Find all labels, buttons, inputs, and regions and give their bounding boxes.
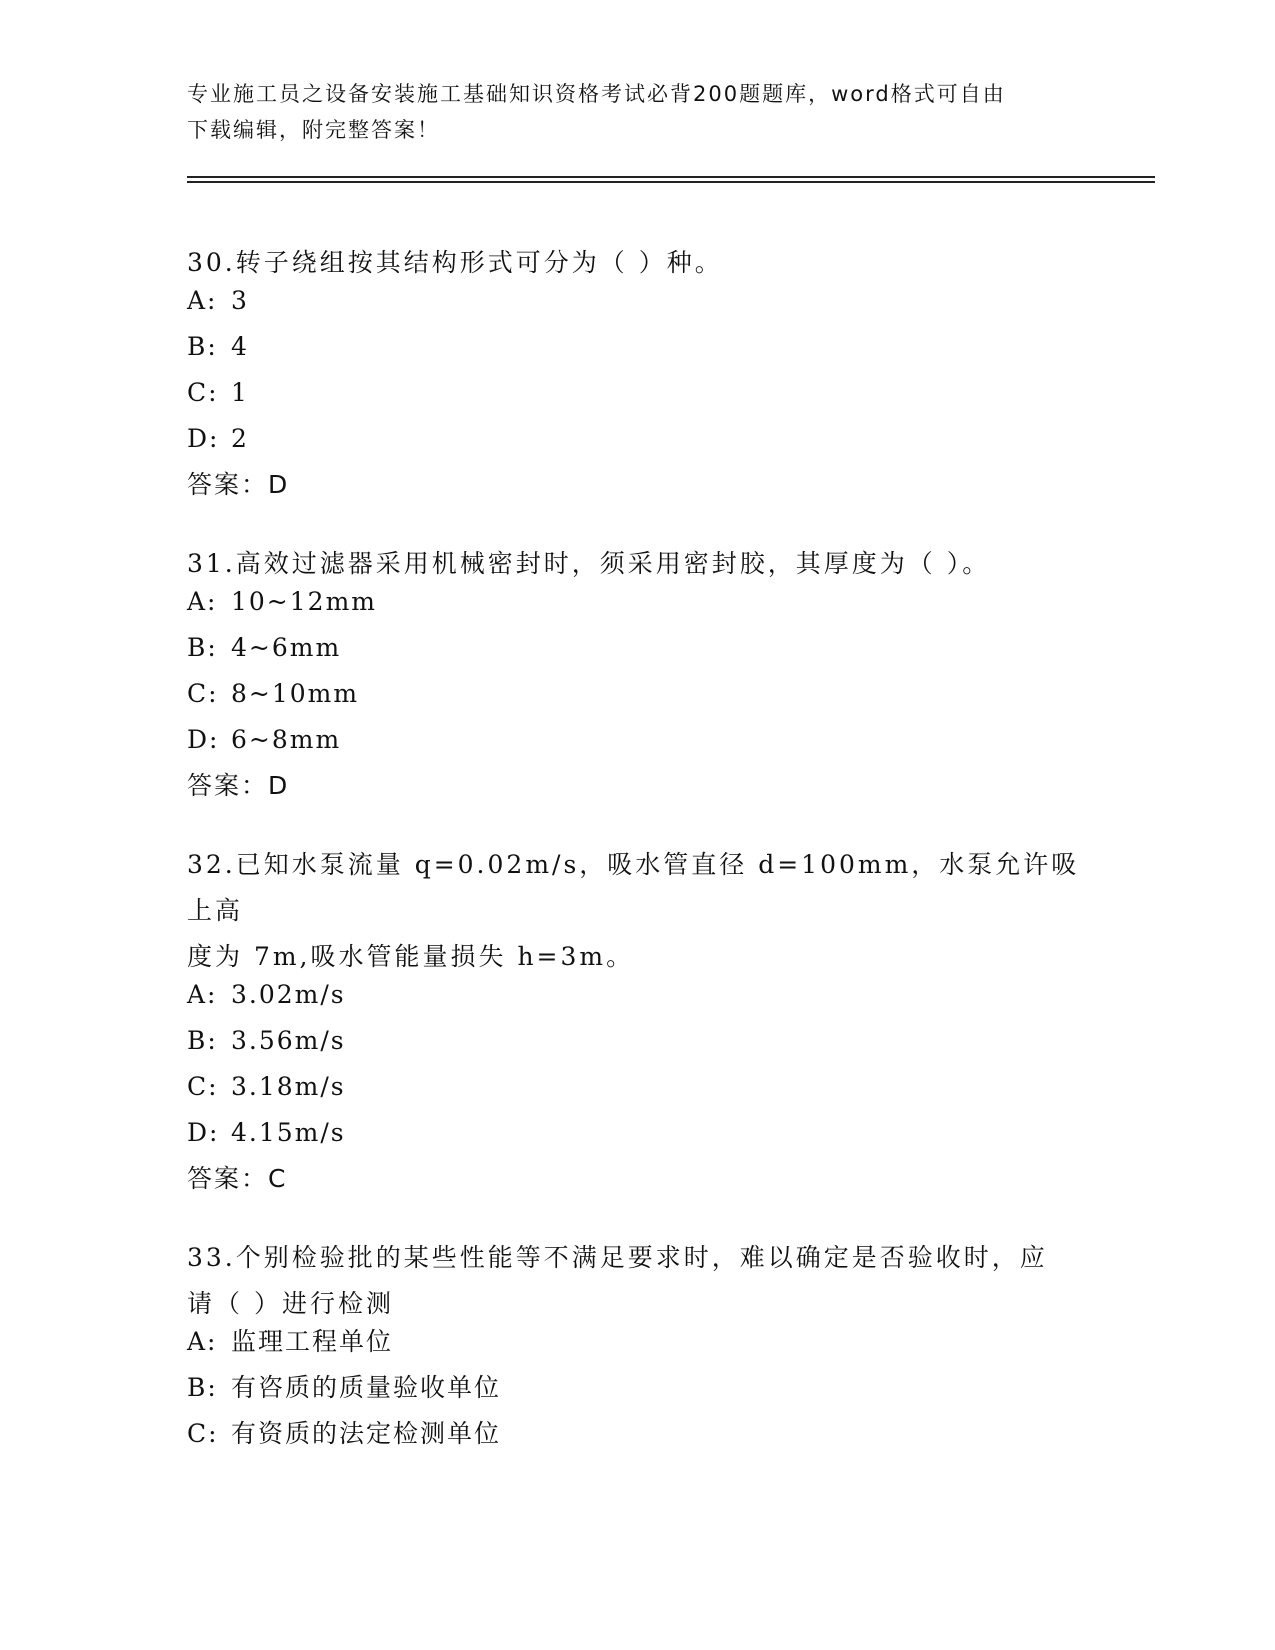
- option-d: [187, 725, 1087, 755]
- option-c: [187, 679, 1087, 709]
- question-list: [187, 240, 1087, 1490]
- option-text: 4.15m/s: [231, 1118, 346, 1147]
- option-text: 2: [231, 424, 249, 453]
- option-label: A:: [187, 587, 218, 616]
- option-a: [187, 587, 1087, 617]
- option-text: 3.56m/s: [231, 1026, 346, 1055]
- option-label: B:: [187, 332, 218, 361]
- question-stem: 30.转子绕组按其结构形式可分为（ ）种。: [187, 248, 723, 277]
- option-text: 4~6mm: [231, 633, 342, 662]
- option-label: A:: [187, 286, 218, 315]
- option-label: A:: [187, 1327, 218, 1356]
- option-a: [187, 980, 1087, 1010]
- question-31: [187, 541, 1087, 801]
- question-32: [187, 842, 1087, 1194]
- header-line-1: 专业施工员之设备安装施工基础知识资格考试必背200题题库，word格式可自由: [187, 82, 1006, 106]
- option-label: D:: [187, 424, 220, 453]
- option-a: [187, 1327, 1087, 1357]
- option-text: 监理工程单位: [231, 1327, 394, 1356]
- option-label: B:: [187, 1373, 218, 1402]
- answer-line: 答案：D: [187, 470, 290, 499]
- question-stem-line-2: 度为 7m,吸水管能量损失 h=3m。: [187, 942, 635, 971]
- option-label: A:: [187, 980, 218, 1009]
- option-text: 6~8mm: [231, 725, 342, 754]
- option-label: C:: [187, 1419, 219, 1448]
- option-b: [187, 332, 1087, 362]
- option-text: 有资质的法定检测单位: [231, 1419, 502, 1448]
- option-text: 4: [231, 332, 249, 361]
- option-text: 3.02m/s: [231, 980, 346, 1009]
- option-text: 1: [231, 378, 249, 407]
- option-b: [187, 1026, 1087, 1056]
- question-33: [187, 1235, 1087, 1449]
- option-c: [187, 1419, 1087, 1449]
- option-label: C:: [187, 1072, 219, 1101]
- option-label: C:: [187, 679, 219, 708]
- option-d: [187, 424, 1087, 454]
- option-a: [187, 286, 1087, 316]
- option-text: 3.18m/s: [231, 1072, 346, 1101]
- question-stem-line-1: 32.已知水泵流量 q=0.02m/s，吸水管直径 d=100mm，水泵允许吸上高: [187, 850, 1080, 925]
- option-text: 10~12mm: [231, 587, 377, 616]
- header-divider-bottom: [187, 181, 1155, 183]
- option-b: [187, 633, 1087, 663]
- option-label: C:: [187, 378, 219, 407]
- option-label: D:: [187, 725, 220, 754]
- header-line-2: 下载编辑，附完整答案！: [187, 118, 440, 142]
- answer-line: 答案：C: [187, 1164, 288, 1193]
- answer-line: 答案：D: [187, 771, 290, 800]
- option-d: [187, 1118, 1087, 1148]
- option-label: D:: [187, 1118, 220, 1147]
- question-stem-line-1: 33.个别检验批的某些性能等不满足要求时，难以确定是否验收时，应: [187, 1243, 1048, 1272]
- option-text: 8~10mm: [231, 679, 360, 708]
- option-c: [187, 378, 1087, 408]
- option-label: B:: [187, 633, 218, 662]
- document-header: [187, 76, 1087, 148]
- option-text: 3: [231, 286, 249, 315]
- question-stem-line-2: 请（ ）进行检测: [187, 1289, 394, 1318]
- option-c: [187, 1072, 1087, 1102]
- option-text: 有咨质的质量验收单位: [231, 1373, 502, 1402]
- question-30: [187, 240, 1087, 500]
- option-label: B:: [187, 1026, 218, 1055]
- option-b: [187, 1373, 1087, 1403]
- question-stem: 31.高效过滤器采用机械密封时，须采用密封胶，其厚度为（ ）。: [187, 549, 991, 578]
- header-divider-top: [187, 176, 1155, 178]
